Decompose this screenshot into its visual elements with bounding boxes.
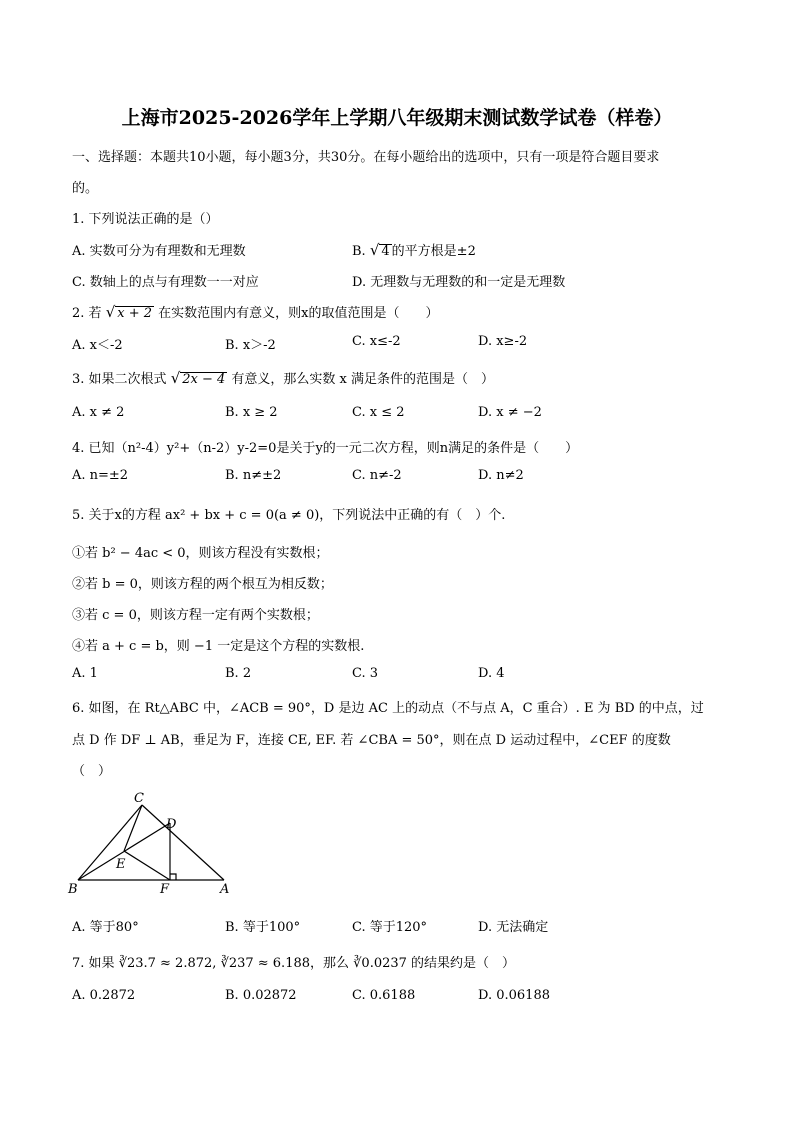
q6-option-d: D. 无法确定 [478,920,549,935]
segment-ca [142,805,224,880]
q4-option-a: A. n=±2 [72,468,129,483]
q3-pre: 3. 如果二次根式 [72,372,167,387]
question-6-line-2: 点 D 作 DF ⊥ AB，垂足为 F，连接 CE, EF. 若 ∠CBA = 50°，则在点 D 运动过程中，∠CEF 的度数 [72,733,671,748]
segment-bc [78,805,142,880]
q5-statement-4: ④若 a + c = b，则 −1 一定是这个方程的实数根. [72,639,365,654]
segment-ef [124,851,170,880]
question-2-stem: 2. 若 √ x + 2 在实数范围内有意义，则x的取值范围是（ ） [72,303,439,321]
section-heading-cont: 的。 [72,181,99,196]
q5-option-a: A. 1 [72,666,98,681]
q5-statement-2: ②若 b = 0，则该方程的两个根互为相反数； [72,577,333,592]
question-7-stem: 7. 如果 ∛23.7 ≈ 2.872, ∛237 ≈ 6.188，那么 ∛0.0237 的结果约是（ ） [72,956,516,971]
question-5-stem: 5. 关于x的方程 ax² + bx + c = 0(a ≠ 0)，下列说法中正确的有（ ）个. [72,508,506,523]
q7-option-a: A. 0.2872 [72,988,136,1003]
q1-option-d: D. 无理数与无理数的和一定是无理数 [352,275,566,290]
q4-option-b: B. n≠±2 [225,468,282,483]
question-6-line-3: （ ） [72,764,112,779]
question-1-stem: 1. 下列说法正确的是（） [72,212,219,227]
q3-option-c: C. x ≤ 2 [352,405,405,420]
q1-option-b-text: 的平方根是±2 [391,244,476,259]
q5-option-c: C. 3 [352,666,379,681]
section-heading: 一、选择题：本题共10小题，每小题3分，共30分。在每小题给出的选项中，只有一项是符合题目要求 [72,150,660,165]
q1-radicand: 4 [381,244,390,259]
q1-option-a: A. 实数可分为有理数和无理数 [72,244,246,259]
question-6-line-1: 6. 如图，在 Rt△ABC 中，∠ACB = 90°，D 是边 AC 上的动点（不与点 A，C 重合）. E 为 BD 的中点，过 [72,701,704,716]
segment-ce [124,805,142,851]
page-title: 上海市2025-2026学年上学期八年级期末测试数学试卷（样卷） [121,107,673,129]
q5-statement-1: ①若 b² − 4ac < 0，则该方程没有实数根； [72,546,329,561]
q6-option-b: B. 等于100° [225,920,301,935]
right-angle-mark [170,874,176,880]
q4-option-c: C. n≠-2 [352,468,402,483]
q3-option-d: D. x ≠ −2 [478,405,542,420]
q5-option-d: D. 4 [478,666,505,681]
q1-option-b: B. √ 4 的平方根是±2 [352,241,476,259]
question-3-stem: 3. 如果二次根式 √ 2x − 4 有意义，那么实数 x 满足条件的范围是（ ） [72,369,495,387]
q7-option-c: C. 0.6188 [352,988,416,1003]
q5-option-b: B. 2 [225,666,252,681]
q7-option-b: B. 0.02872 [225,988,297,1003]
q2-option-a: A. x＜-2 [72,338,123,353]
label-f: F [160,882,170,897]
q2-option-b: B. x＞-2 [225,338,276,353]
q2-radicand: x + 2 [117,306,153,321]
q6-option-a: A. 等于80° [72,920,139,935]
q3-option-a: A. x ≠ 2 [72,405,125,420]
triangle-figure [66,788,246,900]
question-4-stem: 4. 已知（n²-4）y²+（n-2）y-2=0是关于y的一元二次方程，则n满足的条件是（ ） [72,441,579,456]
q2-option-c: C. x≤-2 [352,334,401,349]
q3-post: 有意义，那么实数 x 满足条件的范围是（ ） [231,372,495,387]
label-e: E [116,857,126,872]
q6-option-c: C. 等于120° [352,920,428,935]
q1-option-c: C. 数轴上的点与有理数一一对应 [72,275,259,290]
q7-option-d: D. 0.06188 [478,988,550,1003]
q2-pre: 2. 若 [72,306,102,321]
label-a: A [220,882,230,897]
q1-option-b-label: B. [352,244,366,259]
q2-option-d: D. x≥-2 [478,334,528,349]
label-d: D [166,817,177,832]
q4-option-d: D. n≠2 [478,468,524,483]
q5-statement-3: ③若 c = 0，则该方程一定有两个实数根； [72,608,319,623]
label-b: B [68,882,78,897]
label-c: C [134,791,144,806]
q2-post: 在实数范围内有意义，则x的取值范围是（ ） [158,306,439,321]
q3-radicand: 2x − 4 [182,372,226,387]
q3-option-b: B. x ≥ 2 [225,405,278,420]
